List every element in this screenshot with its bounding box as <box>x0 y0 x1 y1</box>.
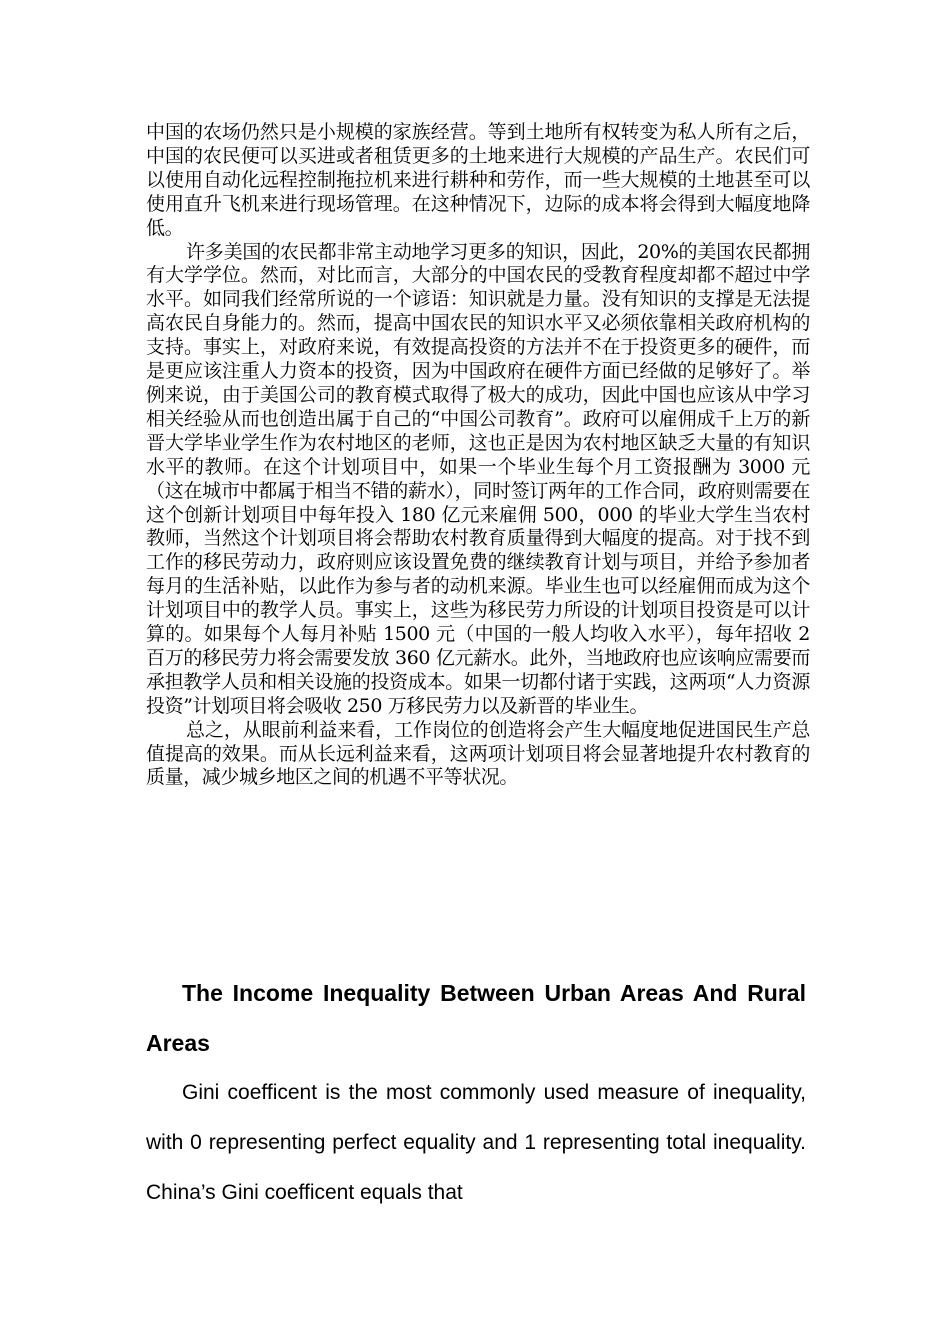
paragraph-education-investment: 许多美国的农民都非常主动地学习更多的知识，因此，20%的美国农民都拥有大学学位。然而，对比而言，大部分的中国农民的受教育程度却都不超过中学水平。如同我们经常所说的一个谚语：知识就是力量。没有知识的支撑是无法提高农民自身能力的。然而，提高中国农民的知识水平又必须依靠相关政府机构的支持。事实上，对政府来说，有效提高投资的方法并不在于投资更多的硬件，而是更应该注重人力资本的投资，因为中国政府在硬件方面已经做的足够好了。举例来说，由于美国公司的教育模式取得了极大的成功，因此中国也应该从中学习相关经验从而也创造出属于自己的“中国公司教育”。政府可以雇佣成千上万的新晋大学毕业学生作为农村地区的老师，这也正是因为农村地区缺乏大量的有知识水平的教师。在这个计划项目中，如果一个毕业生每个月工资报酬为 3000 元（这在城市中都属于相当不错的薪水），同时签订两年的工作合同，政府则需要在这个创新计划项目中每年投入 180 亿元来雇佣 500，000 的毕业大学生当农村教师，当然这个计划项目将会帮助农村教育质量得到大幅度的提高。对于找不到工作的移民劳动力，政府则应该设置免费的继续教育计划与项目，并给予参加者每月的生活补贴，以此作为参与者的动机来源。毕业生也可以经雇佣而成为这个计划项目中的教学人员。事实上，这些为移民劳力所设的计划项目投资是可以计算的。如果每个人每月补贴 1500 元（中国的一般人均收入水平），每年招收 2 百万的移民劳力将会需要发放 360 亿元薪水。此外，当地政府也应该响应需要而承担教学人员和相关设施的投资成本。如果一切都付诸于实践，这两项“人力资源投资”计划项目将会吸收 250 万移民劳力以及新晋的毕业生。 <box>146 240 810 717</box>
section-heading: The Income Inequality Between Urban Areas And Rural Areas <box>146 980 806 1056</box>
paragraph-conclusion: 总之，从眼前利益来看，工作岗位的创造将会产生大幅度地促进国民生产总值提高的效果。而从长远利益来看，这两项计划项目将会显著地提升农村教育的质量，减少城乡地区之间的机遇不平等状况。 <box>146 718 810 789</box>
english-body-paragraph: Gini coefficent is the most commonly used measure of inequality, with 0 representing perfect equality and 1 representing total inequality. China’s Gini coefficent equals that <box>146 1081 806 1204</box>
paragraph-farm-scale: 中国的农场仍然只是小规模的家族经营。等到土地所有权转变为私人所有之后，中国的农民便可以买进或者租赁更多的土地来进行大规模的产品生产。农民们可以使用自动化远程控制拖拉机来进行耕种和劳作，而一些大规模的土地甚至可以使用直升飞机来进行现场管理。在这种情况下，边际的成本将会得到大幅度地降低。 <box>146 121 810 239</box>
chinese-text-block <box>146 121 810 790</box>
